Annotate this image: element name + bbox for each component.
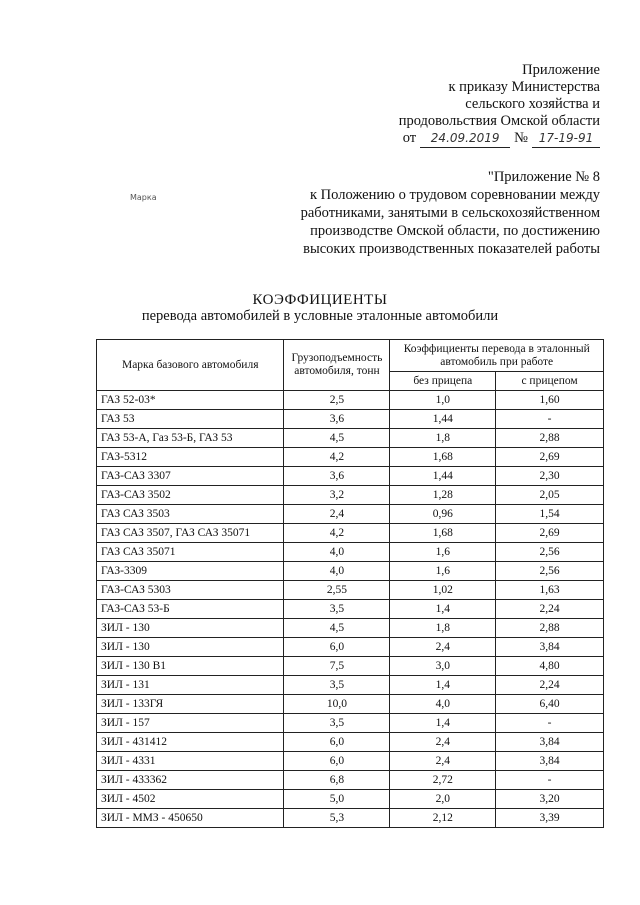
cell-capacity: 4,2 <box>284 448 390 467</box>
cell-capacity: 4,2 <box>284 524 390 543</box>
cell-with-trailer: 4,80 <box>496 657 604 676</box>
appendix-line-3: сельского хозяйства и <box>465 96 600 112</box>
table-row <box>97 657 604 676</box>
cell-with-trailer: 2,24 <box>496 600 604 619</box>
cell-without-trailer: 1,6 <box>390 562 496 581</box>
cell-without-trailer: 1,4 <box>390 676 496 695</box>
cell-capacity: 6,0 <box>284 638 390 657</box>
cell-capacity: 7,5 <box>284 657 390 676</box>
cell-without-trailer: 4,0 <box>390 695 496 714</box>
table-row <box>97 695 604 714</box>
table-row <box>97 733 604 752</box>
cell-with-trailer: 2,56 <box>496 562 604 581</box>
cell-with-trailer: 3,39 <box>496 809 604 828</box>
cell-capacity: 3,2 <box>284 486 390 505</box>
cell-brand: ГАЗ-5312 <box>97 448 284 467</box>
appendix-line-1: Приложение <box>522 62 600 78</box>
table-row <box>97 543 604 562</box>
cell-capacity: 6,0 <box>284 752 390 771</box>
table-body <box>97 391 604 828</box>
table-row <box>97 505 604 524</box>
position-line-1: "Приложение № 8 <box>487 169 600 185</box>
cell-brand: ЗИЛ - 130 <box>97 638 284 657</box>
cell-without-trailer: 2,4 <box>390 638 496 657</box>
cell-with-trailer: 2,56 <box>496 543 604 562</box>
cell-without-trailer: 2,4 <box>390 752 496 771</box>
cell-without-trailer: 1,28 <box>390 486 496 505</box>
cell-with-trailer: - <box>496 771 604 790</box>
cell-with-trailer: 3,84 <box>496 638 604 657</box>
header-capacity: Грузоподъемность автомобиля, тонн <box>284 340 390 391</box>
cell-capacity: 3,5 <box>284 600 390 619</box>
cell-with-trailer: 2,69 <box>496 524 604 543</box>
order-date: 24.09.2019 <box>420 130 510 148</box>
table-row <box>97 524 604 543</box>
cell-with-trailer: - <box>496 714 604 733</box>
table-row <box>97 467 604 486</box>
table-row <box>97 676 604 695</box>
cell-brand: ЗИЛ - 433362 <box>97 771 284 790</box>
cell-brand: ГАЗ-3309 <box>97 562 284 581</box>
header-without-trailer: без прицепа <box>390 372 496 391</box>
order-reference <box>340 130 600 148</box>
cell-without-trailer: 1,8 <box>390 429 496 448</box>
table-row <box>97 581 604 600</box>
table-row <box>97 790 604 809</box>
cell-without-trailer: 1,68 <box>390 448 496 467</box>
table-row <box>97 619 604 638</box>
table-row <box>97 429 604 448</box>
cell-brand: ГАЗ-САЗ 3307 <box>97 467 284 486</box>
cell-with-trailer: 3,20 <box>496 790 604 809</box>
cell-capacity: 2,55 <box>284 581 390 600</box>
number-prefix: № <box>514 130 528 146</box>
cell-capacity: 6,0 <box>284 733 390 752</box>
cell-capacity: 4,5 <box>284 619 390 638</box>
table-row <box>97 809 604 828</box>
cell-capacity: 4,5 <box>284 429 390 448</box>
order-number: 17-19-91 <box>532 130 600 148</box>
cell-with-trailer: 2,05 <box>496 486 604 505</box>
cell-capacity: 2,5 <box>284 391 390 410</box>
cell-without-trailer: 2,72 <box>390 771 496 790</box>
cell-brand: ГАЗ 52-03* <box>97 391 284 410</box>
cell-with-trailer: 2,30 <box>496 467 604 486</box>
cell-brand: ЗИЛ - 431412 <box>97 733 284 752</box>
cell-with-trailer: 2,88 <box>496 429 604 448</box>
cell-without-trailer: 3,0 <box>390 657 496 676</box>
cell-with-trailer: 3,84 <box>496 733 604 752</box>
table-row <box>97 410 604 429</box>
cell-capacity: 5,0 <box>284 790 390 809</box>
table-row <box>97 752 604 771</box>
cell-brand: ЗИЛ - 133ГЯ <box>97 695 284 714</box>
page-subtitle: перевода автомобилей в условные эталонные автомобили <box>141 308 499 324</box>
position-line-2: к Положению о трудовом соревновании между <box>310 187 600 203</box>
page-title: КОЭФФИЦИЕНТЫ <box>252 292 388 308</box>
table-row <box>97 391 604 410</box>
cell-capacity: 3,5 <box>284 714 390 733</box>
cell-with-trailer: 2,88 <box>496 619 604 638</box>
cell-brand: ГАЗ САЗ 3503 <box>97 505 284 524</box>
cell-brand: ГАЗ-САЗ 3502 <box>97 486 284 505</box>
cell-without-trailer: 2,0 <box>390 790 496 809</box>
table-row <box>97 714 604 733</box>
cell-without-trailer: 1,4 <box>390 714 496 733</box>
cell-without-trailer: 1,44 <box>390 410 496 429</box>
cell-capacity: 5,3 <box>284 809 390 828</box>
cell-without-trailer: 2,12 <box>390 809 496 828</box>
cell-brand: ЗИЛ - ММЗ - 450650 <box>97 809 284 828</box>
table-row <box>97 638 604 657</box>
cell-brand: ЗИЛ - 4331 <box>97 752 284 771</box>
cell-with-trailer: - <box>496 410 604 429</box>
cell-capacity: 6,8 <box>284 771 390 790</box>
cell-brand: ЗИЛ - 4502 <box>97 790 284 809</box>
appendix-line-2: к приказу Министерства <box>448 79 600 95</box>
cell-capacity: 4,0 <box>284 562 390 581</box>
header-brand: Марка базового автомобиля <box>97 340 284 391</box>
table-row <box>97 600 604 619</box>
cell-with-trailer: 2,24 <box>496 676 604 695</box>
table-row <box>97 448 604 467</box>
cell-capacity: 2,4 <box>284 505 390 524</box>
cell-with-trailer: 6,40 <box>496 695 604 714</box>
cell-capacity: 3,5 <box>284 676 390 695</box>
table-row <box>97 771 604 790</box>
cell-brand: ГАЗ САЗ 35071 <box>97 543 284 562</box>
cell-without-trailer: 1,44 <box>390 467 496 486</box>
cell-brand: ЗИЛ - 157 <box>97 714 284 733</box>
appendix-line-4: продовольствия Омской области <box>398 113 600 129</box>
cell-brand: ГАЗ-САЗ 53-Б <box>97 600 284 619</box>
cell-brand: ЗИЛ - 131 <box>97 676 284 695</box>
coefficients-table <box>96 339 604 828</box>
header-with-trailer: с прицепом <box>496 372 604 391</box>
position-line-5: высоких производственных показателей работы <box>303 241 600 257</box>
cell-brand: ЗИЛ - 130 В1 <box>97 657 284 676</box>
from-prefix: от <box>402 130 417 146</box>
cell-capacity: 4,0 <box>284 543 390 562</box>
cell-with-trailer: 1,54 <box>496 505 604 524</box>
cell-brand: ГАЗ САЗ 3507, ГАЗ САЗ 35071 <box>97 524 284 543</box>
table-row <box>97 562 604 581</box>
header-coefficients: Коэффициенты перевода в эталонный автомобиль при работе <box>390 340 604 372</box>
cell-without-trailer: 2,4 <box>390 733 496 752</box>
appendix-block <box>340 62 600 148</box>
cell-without-trailer: 1,8 <box>390 619 496 638</box>
margin-mark: Марка <box>130 193 157 202</box>
cell-capacity: 10,0 <box>284 695 390 714</box>
cell-without-trailer: 1,0 <box>390 391 496 410</box>
cell-capacity: 3,6 <box>284 410 390 429</box>
cell-with-trailer: 2,69 <box>496 448 604 467</box>
position-line-3: работниками, занятыми в сельскохозяйственном <box>300 205 600 221</box>
cell-brand: ГАЗ 53-А, Газ 53-Б, ГАЗ 53 <box>97 429 284 448</box>
cell-without-trailer: 1,02 <box>390 581 496 600</box>
cell-capacity: 3,6 <box>284 467 390 486</box>
table-row <box>97 486 604 505</box>
position-line-4: производстве Омской области, по достижению <box>310 223 600 239</box>
cell-brand: ЗИЛ - 130 <box>97 619 284 638</box>
cell-without-trailer: 0,96 <box>390 505 496 524</box>
cell-without-trailer: 1,6 <box>390 543 496 562</box>
cell-with-trailer: 1,63 <box>496 581 604 600</box>
cell-with-trailer: 1,60 <box>496 391 604 410</box>
cell-with-trailer: 3,84 <box>496 752 604 771</box>
cell-brand: ГАЗ-САЗ 5303 <box>97 581 284 600</box>
cell-without-trailer: 1,4 <box>390 600 496 619</box>
table-header-row <box>97 340 604 372</box>
cell-brand: ГАЗ 53 <box>97 410 284 429</box>
cell-without-trailer: 1,68 <box>390 524 496 543</box>
position-reference <box>260 168 600 258</box>
